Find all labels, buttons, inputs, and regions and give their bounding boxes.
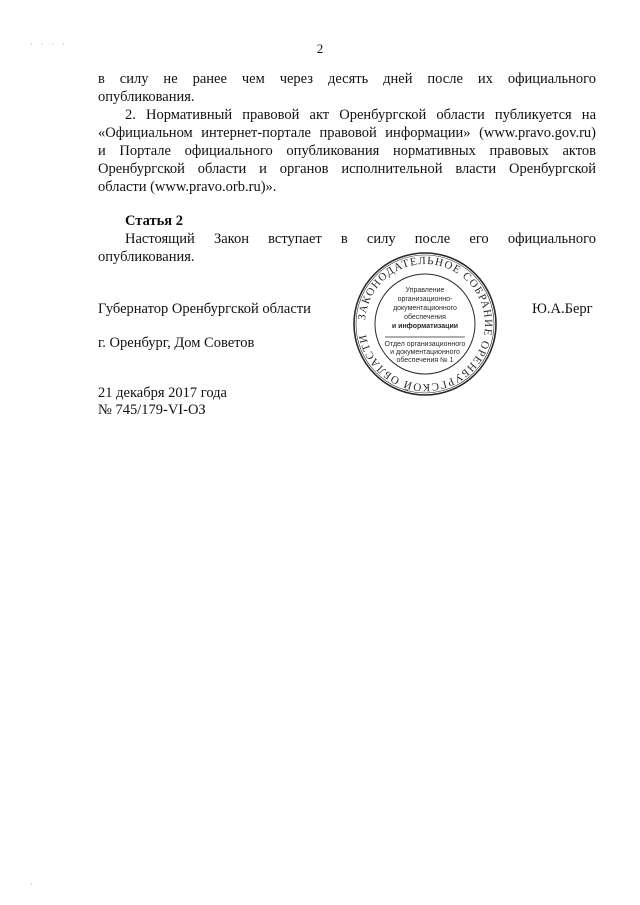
signing-place: г. Оренбург, Дом Советов xyxy=(98,335,255,351)
official-seal xyxy=(351,250,499,398)
text-line: Настоящий Закон вступает в силу после его официального xyxy=(125,231,596,247)
text-line: Оренбургской области и органов исполнительной власти Оренбургской xyxy=(98,161,596,177)
text-line: и Портале официального опубликования нормативных правовых актов xyxy=(98,143,596,159)
seal-text: обеспечения № 1 xyxy=(396,357,454,364)
signatory-position: Губернатор Оренбургской области xyxy=(98,301,311,317)
text-line: опубликования. xyxy=(98,89,195,105)
seal-outer-text: ЗАКОНОДАТЕЛЬНОЕ СОБРАНИЕ ОРЕНБУРГСКОЙ ОБЛАСТИ xyxy=(356,254,495,394)
seal-text: обеспечения xyxy=(404,314,446,321)
text-line: области (www.pravo.orb.ru)». xyxy=(98,179,277,195)
seal-text: документационного xyxy=(393,305,457,312)
page-number: 2 xyxy=(316,41,324,56)
article-heading: Статья 2 xyxy=(125,213,183,229)
seal-text: организационно- xyxy=(397,296,453,303)
law-number: № 745/179-VI-ОЗ xyxy=(98,402,206,418)
text-line: «Официальном интернет-портале правовой информации» (www.pravo.gov.ru) xyxy=(98,125,596,141)
text-line: 2. Нормативный правовой акт Оренбургской области публикуется на xyxy=(125,107,596,123)
signing-date: 21 декабря 2017 года xyxy=(98,385,227,401)
text-line: опубликования. xyxy=(98,249,195,265)
seal-text: и информатизации xyxy=(391,323,459,330)
scan-speck: · xyxy=(30,880,36,889)
scan-speck: · · · · xyxy=(30,40,68,49)
seal-text: Управление xyxy=(405,287,445,294)
seal-text: и документационного xyxy=(390,349,460,356)
text-line: в силу не ранее чем через десять дней после их официального xyxy=(98,71,596,87)
seal-text: Отдел организационного xyxy=(384,341,466,348)
signatory-name: Ю.А.Берг xyxy=(532,301,593,317)
